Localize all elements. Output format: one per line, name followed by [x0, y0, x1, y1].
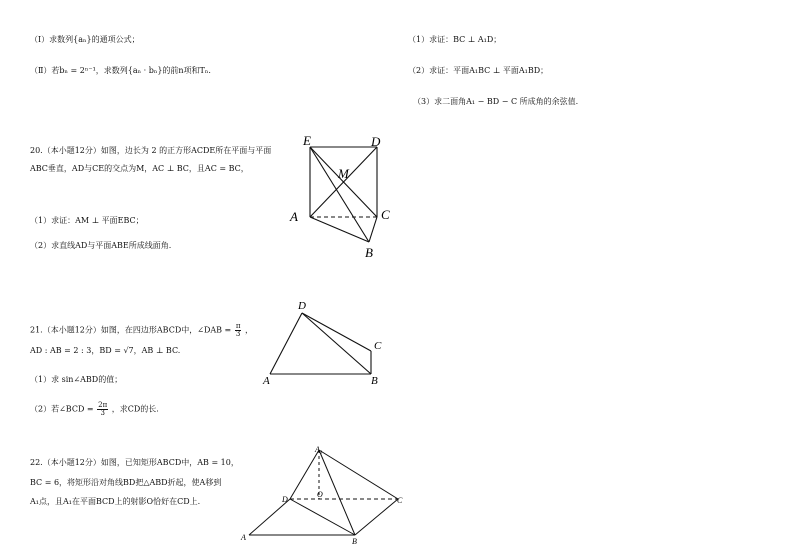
p21-fraction-2pi-over-3 [97, 402, 108, 417]
p22-figure [230, 440, 420, 558]
p21-part1: （1）求 sin∠ABD的值； [30, 375, 123, 384]
p21-label-D: D [298, 300, 306, 312]
p20-label-M: M [338, 166, 349, 181]
p21-stem-comma: ， [244, 325, 253, 335]
right-part2: （2）求证：平面A₁BC ⊥ 平面A₁BD； [408, 66, 549, 75]
p21-label-B: B [371, 375, 378, 387]
p21-stem-line1 [30, 323, 253, 338]
p22-label-B: B [352, 537, 357, 546]
p20-figure [285, 130, 400, 265]
right-part3: （3）求二面角A₁ − BD − C 所成角的余弦值. [413, 97, 579, 106]
p21-stem-line2: AD : AB = 2 : 3，BD = √7，AB ⊥ BC. [30, 346, 181, 355]
p22-label-A1: A₁ [315, 445, 323, 454]
p21-fraction-pi-over-3 [235, 323, 242, 338]
p21-figure [258, 298, 393, 390]
p21-frac2-numerator: 2π [98, 401, 108, 409]
p20-label-B: B [365, 245, 373, 260]
p19-part1: （Ⅰ）求数列{aₙ}的通项公式； [30, 35, 140, 44]
p20-label-D: D [371, 134, 381, 149]
p20-label-C: C [381, 207, 390, 222]
p22-label-O: O [317, 490, 323, 499]
p22-label-D: D [282, 495, 288, 504]
p20-part2: （2）求直线AD与平面ABE所成线面角. [30, 241, 172, 250]
p21-part2 [30, 402, 159, 417]
p20-label-A: A [290, 209, 298, 224]
p21-label-C: C [374, 340, 382, 352]
right-part1: （1）求证：BC ⊥ A₁D； [408, 35, 502, 44]
p20-part1: （1）求证：AM ⊥ 平面EBC； [30, 216, 144, 225]
p21-frac2-denominator: 3 [100, 409, 105, 417]
p22-stem-line1: 22.（本小题12分）如图，已知矩形ABCD中，AB = 10， [30, 458, 239, 467]
p22-label-A: A [241, 533, 246, 542]
p20-stem-line1: 20.（本小题12分）如图，边长为 2 的正方形ACDE所在平面与平面 [30, 146, 272, 155]
p22-label-C: C [397, 496, 403, 505]
p21-stem-text: 21.（本小题12分）如图，在四边形ABCD中，∠DAB = [30, 325, 232, 335]
p20-stem-line2: ABC垂直，AD与CE的交点为M，AC ⊥ BC，且AC = BC， [30, 164, 249, 173]
p21-frac1-numerator: π [235, 322, 241, 330]
p19-part2: （Ⅱ）若bₙ = 2ⁿ⁻¹，求数列{aₙ · bₙ}的前n项和Tₙ. [30, 66, 211, 75]
p21-part2-text: （2）若∠BCD = [30, 404, 94, 414]
p22-stem-line3: A₁点，且A₁在平面BCD上的射影O恰好在CD上. [30, 497, 201, 506]
p21-label-A: A [263, 375, 270, 387]
p22-stem-line2: BC = 6，将矩形沿对角线BD把△ABD折起，使A移到 [30, 478, 222, 487]
p21-part2-tail: ，求CD的长. [111, 404, 159, 414]
p21-frac1-denominator: 3 [235, 330, 241, 338]
p20-label-E: E [303, 133, 311, 148]
